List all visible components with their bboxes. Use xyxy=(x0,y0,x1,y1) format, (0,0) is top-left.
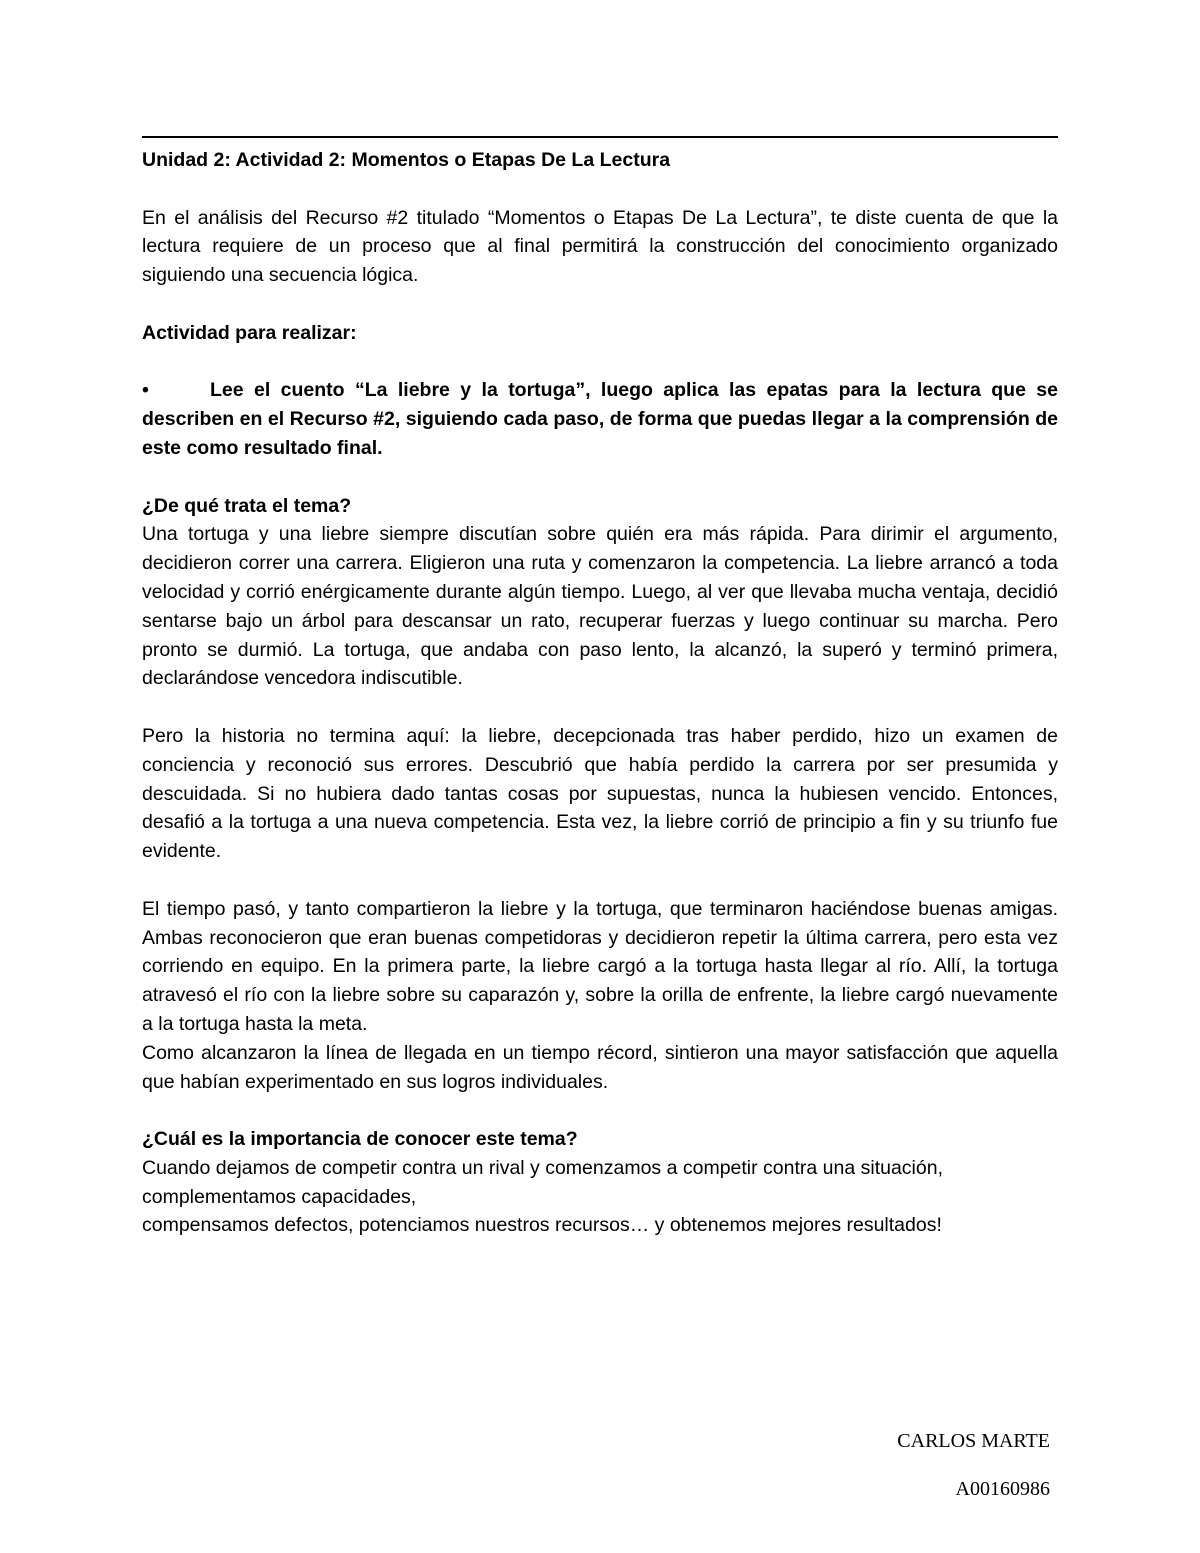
story-paragraph-1: Una tortuga y una liebre siempre discutían sobre quién era más rápida. Para dirimir el argumento, decidieron correr una carrera. Eligieron una ruta y comenzaron la competencia. La liebre arrancó a toda velocidad y corrió enérgicamente durante algún tiempo. Luego, al ver que llevaba mucha ventaja, decidió sentarse bajo un árbol para descansar un rato, recuperar fuerzas y luego continuar su marcha. Pero pronto se durmió. La tortuga, que andaba con paso lento, la alcanzó, la superó y terminó primera, declarándose vencedora indiscutible. xyxy=(142,523,1058,690)
activity-bullet xyxy=(142,376,1058,462)
answer-line-1: Cuando dejamos de competir contra un rival y comenzamos a competir contra una situación, complementamos capacidades, xyxy=(142,1156,943,1208)
intro-paragraph: En el análisis del Recurso #2 titulado “Momentos o Etapas De La Lectura”, te diste cuenta de que la lectura requiere de un proceso que al final permitirá la construcción del conocimiento organizado siguiendo una secuencia lógica. xyxy=(142,206,1058,287)
page-title: Unidad 2: Actividad 2: Momentos o Etapas De La Lectura xyxy=(142,149,671,171)
question-importance: ¿Cuál es la importancia de conocer este tema? xyxy=(142,1128,578,1151)
story-paragraph-2: Pero la historia no termina aquí: la liebre, decepcionada tras haber perdido, hizo un examen de conciencia y reconoció sus errores. Descubrió que había perdido la carrera por ser presumida y descuidada. Si no hubiera dado tantas cosas por supuestas, nunca la hubiesen vencido. Entonces, desafió a la tortuga a una nueva competencia. Esta vez, la liebre corrió de principio a fin y su triunfo fue evidente. xyxy=(142,724,1058,863)
bullet-text: Lee el cuento “La liebre y la tortuga”, luego aplica las epatas para la lectura que se describen en el Recurso #2, siguiendo cada paso, de forma que puedas llegar a la comprensión de este como resultado final. xyxy=(142,379,1058,459)
story-paragraph-4: Como alcanzaron la línea de llegada en un tiempo récord, sintieron una mayor satisfacción que aquella que habían experimentado en sus logros individuales. xyxy=(142,1041,1058,1093)
author-id: A00160986 xyxy=(955,1478,1050,1500)
author-name: CARLOS MARTE xyxy=(897,1430,1050,1452)
document-body xyxy=(142,136,1058,1240)
bullet-icon: • xyxy=(142,379,149,402)
top-rule xyxy=(142,136,1058,138)
answer-line-2: compensamos defectos, potenciamos nuestros recursos… y obtenemos mejores resultados! xyxy=(142,1214,942,1237)
activity-heading: Actividad para realizar: xyxy=(142,321,357,344)
question-what-about: ¿De qué trata el tema? xyxy=(142,494,352,517)
story-paragraph-3: El tiempo pasó, y tanto compartieron la liebre y la tortuga, que terminaron haciéndose buenas amigas. Ambas reconocieron que eran buenas competidoras y decidieron repetir la última carrera, pero esta vez corriendo en equipo. En la primera parte, la liebre cargó a la tortuga hasta llegar al río. Allí, la tortuga atravesó el río con la liebre sobre su caparazón y, sobre la orilla de enfrente, la liebre cargó nuevamente a la tortuga hasta la meta. xyxy=(142,897,1058,1035)
